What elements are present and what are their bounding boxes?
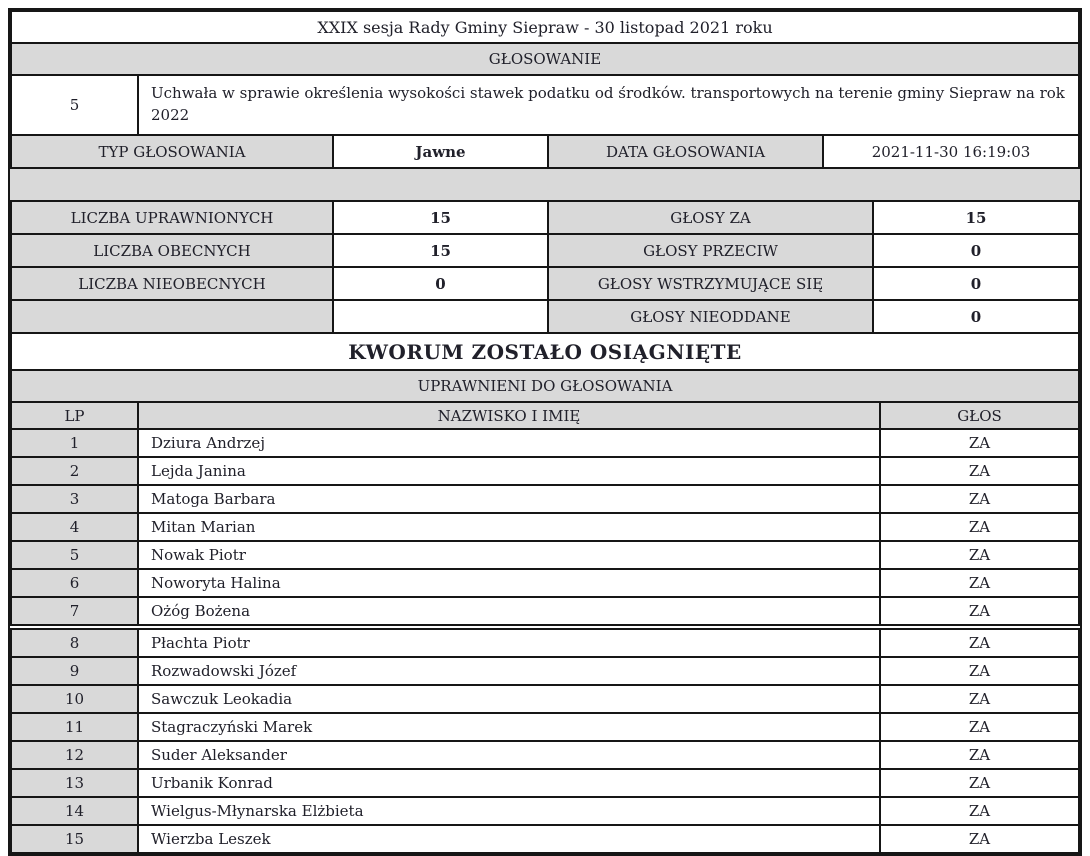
voting-section-table (10, 42, 1080, 76)
table-row (11, 457, 1079, 485)
voter-name: Matoga Barbara (138, 485, 880, 513)
stats-left-value: 0 (333, 267, 548, 300)
table-row (11, 597, 1079, 627)
voters-table (10, 401, 1080, 854)
voters-header-row (11, 402, 1079, 429)
session-title: XXIX sesja Rady Gminy Siepraw - 30 listopad 2021 roku (11, 11, 1079, 43)
table-row (11, 769, 1079, 797)
voter-vote: ZA (880, 627, 1079, 657)
voter-lp: 10 (11, 685, 138, 713)
table-row (11, 513, 1079, 541)
session-header-table (10, 10, 1080, 44)
voter-name: Stagraczyński Marek (138, 713, 880, 741)
voter-name: Sawczuk Leokadia (138, 685, 880, 713)
voter-lp: 6 (11, 569, 138, 597)
voter-vote: ZA (880, 741, 1079, 769)
stats-right-label: GŁOSY WSTRZYMUJĄCE SIĘ (548, 267, 873, 300)
voter-vote: ZA (880, 569, 1079, 597)
voter-vote: ZA (880, 457, 1079, 485)
voter-lp: 11 (11, 713, 138, 741)
voter-lp: 8 (11, 627, 138, 657)
stats-left-value (333, 300, 548, 333)
eligible-section-title: UPRAWNIENI DO GŁOSOWANIA (11, 370, 1079, 402)
stats-table (10, 200, 1080, 334)
voter-name: Urbanik Konrad (138, 769, 880, 797)
resolution-text: Uchwała w sprawie określenia wysokości stawek podatku od środków. transportowych na terenie gminy Siepraw na rok 2022 (138, 75, 1079, 135)
voter-name: Dziura Andrzej (138, 429, 880, 457)
stats-row (11, 234, 1079, 267)
stats-left-label: LICZBA NIEOBECNYCH (11, 267, 333, 300)
voter-vote: ZA (880, 541, 1079, 569)
voter-vote: ZA (880, 713, 1079, 741)
column-header-lp: LP (11, 402, 138, 429)
voter-vote: ZA (880, 513, 1079, 541)
quorum-text: KWORUM ZOSTAŁO OSIĄGNIĘTE (11, 333, 1079, 370)
voter-lp: 15 (11, 825, 138, 853)
voter-lp: 4 (11, 513, 138, 541)
voter-name: Rozwadowski Józef (138, 657, 880, 685)
voting-type-value: Jawne (333, 135, 548, 168)
eligible-section-table (10, 369, 1080, 403)
spacer-band (10, 167, 1080, 202)
voter-vote: ZA (880, 485, 1079, 513)
table-row (11, 657, 1079, 685)
voter-lp: 13 (11, 769, 138, 797)
voter-name: Noworyta Halina (138, 569, 880, 597)
column-header-name: NAZWISKO I IMIĘ (138, 402, 880, 429)
stats-right-label: GŁOSY NIEODDANE (548, 300, 873, 333)
stats-row (11, 201, 1079, 234)
voter-name: Ożóg Bożena (138, 597, 880, 627)
voter-vote: ZA (880, 597, 1079, 627)
stats-right-value: 0 (873, 234, 1079, 267)
table-row (11, 429, 1079, 457)
table-row (11, 713, 1079, 741)
table-row (11, 569, 1079, 597)
stats-right-value: 0 (873, 267, 1079, 300)
table-row (11, 741, 1079, 769)
table-row (11, 685, 1079, 713)
stats-right-label: GŁOSY PRZECIW (548, 234, 873, 267)
table-row (11, 627, 1079, 657)
stats-row (11, 267, 1079, 300)
table-row (11, 797, 1079, 825)
stats-left-label: LICZBA OBECNYCH (11, 234, 333, 267)
voter-lp: 5 (11, 541, 138, 569)
voting-protocol-sheet (8, 8, 1082, 856)
stats-left-value: 15 (333, 201, 548, 234)
voter-vote: ZA (880, 657, 1079, 685)
voting-date-label: DATA GŁOSOWANIA (548, 135, 823, 168)
voter-lp: 2 (11, 457, 138, 485)
voter-lp: 1 (11, 429, 138, 457)
voter-lp: 3 (11, 485, 138, 513)
resolution-table (10, 74, 1080, 136)
voter-name: Suder Aleksander (138, 741, 880, 769)
voter-lp: 9 (11, 657, 138, 685)
voter-vote: ZA (880, 685, 1079, 713)
table-row (11, 485, 1079, 513)
stats-left-label: LICZBA UPRAWNIONYCH (11, 201, 333, 234)
stats-left-value: 15 (333, 234, 548, 267)
voter-lp: 12 (11, 741, 138, 769)
voting-date-value: 2021-11-30 16:19:03 (823, 135, 1079, 168)
voter-vote: ZA (880, 825, 1079, 853)
stats-row (11, 300, 1079, 333)
stats-right-label: GŁOSY ZA (548, 201, 873, 234)
voter-lp: 7 (11, 597, 138, 627)
voter-name: Płachta Piotr (138, 627, 880, 657)
table-row (11, 541, 1079, 569)
voter-name: Mitan Marian (138, 513, 880, 541)
stats-right-value: 0 (873, 300, 1079, 333)
quorum-table (10, 332, 1080, 371)
voter-name: Lejda Janina (138, 457, 880, 485)
voter-lp: 14 (11, 797, 138, 825)
column-header-vote: GŁOS (880, 402, 1079, 429)
stats-right-value: 15 (873, 201, 1079, 234)
voting-section-title: GŁOSOWANIE (11, 43, 1079, 75)
voting-type-label: TYP GŁOSOWANIA (11, 135, 333, 168)
resolution-number: 5 (11, 75, 138, 135)
voter-vote: ZA (880, 797, 1079, 825)
voter-name: Wierzba Leszek (138, 825, 880, 853)
voting-type-table (10, 134, 1080, 169)
voter-name: Wielgus-Młynarska Elżbieta (138, 797, 880, 825)
voter-vote: ZA (880, 429, 1079, 457)
table-row (11, 825, 1079, 853)
stats-left-label (11, 300, 333, 333)
voter-name: Nowak Piotr (138, 541, 880, 569)
voter-vote: ZA (880, 769, 1079, 797)
